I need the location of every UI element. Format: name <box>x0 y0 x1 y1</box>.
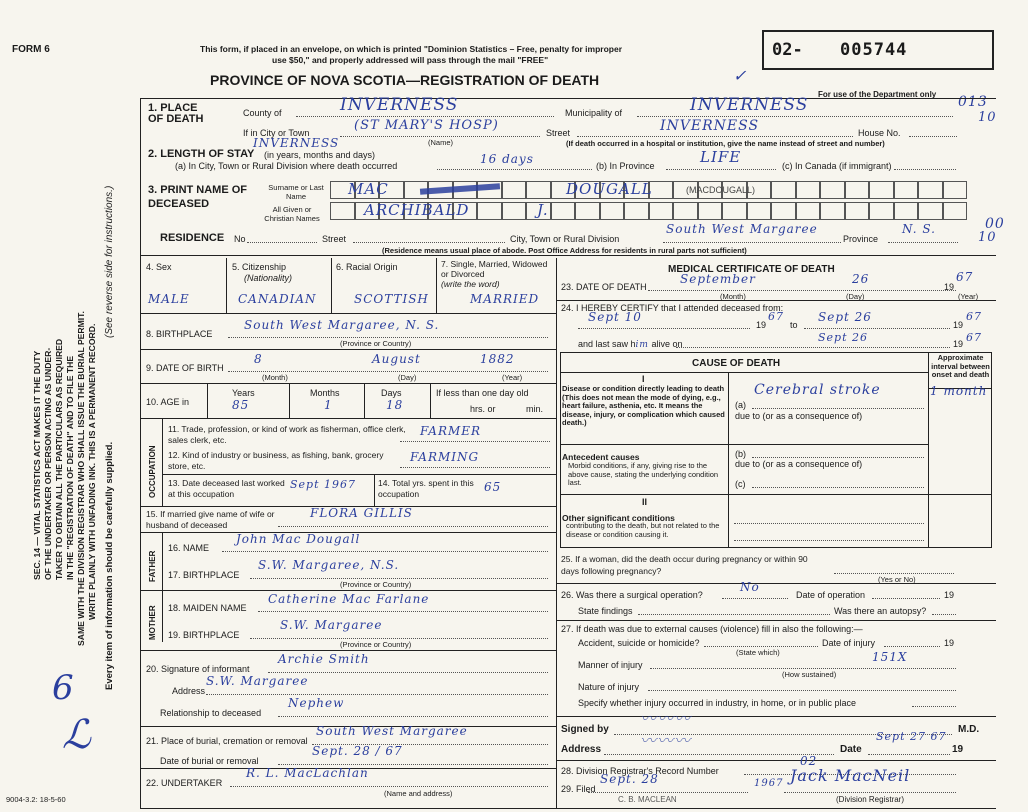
cause-of-death-title: CAUSE OF DEATH <box>692 358 781 369</box>
stay-c-line <box>894 169 956 170</box>
department-code-3: 00 <box>985 216 1005 232</box>
total-years-question: 14. Total yrs. spent in this occupation <box>378 478 474 499</box>
burial-date-label: Date of burial or removal <box>160 756 259 766</box>
margin-scribble: ℒ <box>62 712 92 758</box>
stay-a-line <box>437 169 592 170</box>
disease-label: Disease or condition directly leading to death (This does not mean the mode of dying, e.g., heart failure, asthenia, etc. It means the disease, injury, or complication which caused death.) <box>562 384 725 428</box>
manner-label: Manner of injury <box>578 660 643 670</box>
signed-date-label: Date <box>840 744 862 755</box>
surname-alternate: (MACDOUGALL) <box>686 185 756 195</box>
informant-label: 20. Signature of informant <box>146 664 250 674</box>
state-findings-label: State findings <box>578 606 633 616</box>
external-causes-question: 27. If death was due to external causes (violence) fill in also the following:— <box>561 624 863 634</box>
hours-label: hrs. or <box>470 404 496 414</box>
interval-a-value: 1 month <box>930 384 988 398</box>
attended-from-year: 67 <box>768 310 784 323</box>
citizenship-sub: (Nationality) <box>244 273 293 283</box>
name-grid-cell <box>918 202 943 220</box>
attended-to-line <box>804 328 950 329</box>
stay-b-value: LIFE <box>700 148 742 166</box>
surname-value-1: MAC <box>348 180 389 198</box>
informant-address-value: S.W. Margaree <box>206 674 309 688</box>
accident-line <box>704 646 818 647</box>
name-grid-cell <box>502 202 527 220</box>
cause-c-line <box>752 487 924 488</box>
operation-date-line <box>872 598 940 599</box>
father-birthplace-value: S.W. Margaree, N.S. <box>258 558 400 572</box>
cause-b-line <box>752 457 924 458</box>
length-of-stay-label: 2. LENGTH OF STAY <box>148 148 255 160</box>
md-label: M.D. <box>958 724 980 735</box>
age-days-value: 18 <box>386 398 404 412</box>
name-grid-cell <box>869 181 894 199</box>
name-grid-cell <box>918 181 943 199</box>
dob-line <box>228 371 548 372</box>
residence-label: RESIDENCE <box>160 232 225 244</box>
department-use-label: For use of the Department only <box>818 90 937 99</box>
mother-name-line <box>258 611 548 612</box>
other-line-2 <box>734 540 924 541</box>
birthplace-label: 8. BIRTHPLACE <box>146 329 213 339</box>
death-day-value: 26 <box>852 272 870 286</box>
industry-value: FARMING <box>410 450 480 464</box>
every-item-note: Every item of information should be carefully supplied. <box>104 441 115 690</box>
street-line <box>577 136 853 137</box>
filed-year-value: 1967 <box>754 778 784 789</box>
name-grid-cell <box>771 202 796 220</box>
registration-prefix: 02- <box>772 40 803 60</box>
relationship-value: Nephew <box>288 696 345 710</box>
name-grid-cell <box>820 181 845 199</box>
name-grid-cell <box>575 202 600 220</box>
mother-birthplace-label: 19. BIRTHPLACE <box>168 630 240 640</box>
pregnancy-line <box>834 573 954 574</box>
undertaker-value: R. L. MacLachlan <box>246 766 369 780</box>
attended-to-value: Sept 26 <box>818 310 872 324</box>
print-name-label: 3. PRINT NAME OF DECEASED <box>148 184 248 210</box>
date-of-death-line <box>648 290 956 291</box>
signed-year-prefix: 19 <box>952 744 964 755</box>
death-month-value: September <box>680 272 756 286</box>
specify-label: Specify whether injury occurred in industry, in home, or in public place <box>578 698 856 708</box>
sex-label: 4. Sex <box>146 262 172 272</box>
nature-line <box>648 690 956 691</box>
date-of-death-label: 23. DATE OF DEATH <box>561 282 647 292</box>
margin-handwritten-mark: 6 <box>52 668 75 708</box>
name-grid-cell <box>845 181 870 199</box>
manner-line <box>650 668 956 669</box>
residence-street-line <box>353 242 505 243</box>
hospital-value: (ST MARY'S HOSP) <box>354 118 499 133</box>
trade-value: FARMER <box>420 424 482 438</box>
trade-line <box>400 441 550 442</box>
racial-value: SCOTTISH <box>354 292 429 306</box>
stay-a-value: 16 days <box>480 152 534 166</box>
stay-b-line <box>666 169 776 170</box>
name-grid-cell <box>869 202 894 220</box>
residence-city-label: City, Town or Rural Division <box>510 234 620 244</box>
municipality-value: INVERNESS <box>690 95 809 115</box>
burial-place-label: 21. Place of burial, cremation or removal <box>146 736 308 746</box>
age-years-label: Years <box>232 388 255 398</box>
registration-number: 005744 <box>840 40 908 60</box>
department-code-2: 10 <box>978 110 997 125</box>
age-months-label: Months <box>310 388 340 398</box>
filed-label: 29. Filed <box>561 784 596 794</box>
name-sub-label: (Name) <box>428 138 454 147</box>
age-months-value: 1 <box>324 398 333 412</box>
residence-city-line <box>663 242 841 243</box>
other-conditions-label: Other significant conditions <box>562 513 675 523</box>
attended-to-year-prefix: 19 <box>953 320 964 330</box>
burial-place-value: South West Margaree <box>316 724 468 738</box>
birthplace-value: South West Margaree, N. S. <box>244 318 440 332</box>
injury-date-label: Date of injury <box>822 638 876 648</box>
cause-a-line <box>752 408 924 409</box>
antecedent-sub: Morbid conditions, if any, giving rise to the above cause, stating the underlying condition last. <box>568 461 719 487</box>
nature-label: Nature of injury <box>578 682 640 692</box>
burial-date-value: Sept. 28 / 67 <box>312 744 403 758</box>
name-grid-cell <box>796 202 821 220</box>
signed-by-label: Signed by <box>561 724 609 735</box>
record-number-label: 28. Division Registrar's Record Number <box>561 766 719 776</box>
father-birthplace-line <box>250 578 548 579</box>
father-name-label: 16. NAME <box>168 543 210 553</box>
alive-year: 67 <box>966 331 982 344</box>
death-year-sub: (Year) <box>958 292 979 301</box>
father-birthplace-label: 17. BIRTHPLACE <box>168 570 240 580</box>
injury-year-prefix: 19 <box>944 638 955 648</box>
racial-label: 6. Racial Origin <box>336 262 398 272</box>
antecedent-label: Antecedent causes <box>562 452 640 462</box>
other-conditions-sub: contributing to the death, but not related to the disease or condition causing it. <box>566 521 720 539</box>
given-names-label: All Given or Christian Names <box>264 205 320 223</box>
spouse-line <box>278 526 548 527</box>
relationship-label: Relationship to deceased <box>160 708 262 718</box>
attended-label: 24. I HEREBY CERTIFY that I attended deceased from: <box>561 303 784 313</box>
alive-on-line <box>676 347 950 348</box>
state-findings-line <box>638 614 830 615</box>
see-reverse-note: (See reverse side for instructions.) <box>104 185 115 338</box>
interval-label: Approximate interval between onset and death <box>931 353 990 379</box>
name-grid-cell <box>600 202 625 220</box>
age-label: 10. AGE in <box>146 397 190 407</box>
death-day-sub: (Day) <box>846 292 865 301</box>
age-years-value: 85 <box>232 398 250 412</box>
name-grid-cell <box>673 202 698 220</box>
municipality-line <box>637 116 953 117</box>
undertaker-label: 22. UNDERTAKER <box>146 778 223 788</box>
mother-name-value: Catherine Mac Farlane <box>268 592 430 606</box>
autopsy-label: Was there an autopsy? <box>834 606 927 616</box>
part-one-label: I <box>642 374 645 384</box>
cause-a-marker: (a) <box>735 400 746 410</box>
name-grid-cell <box>649 202 674 220</box>
occupation-side-label: OCCUPATION <box>148 445 157 498</box>
house-no-label: House No. <box>858 128 901 138</box>
street-label: Street <box>546 128 571 138</box>
spouse-question: 15. If married give name of wife or husband of deceased <box>146 509 275 530</box>
father-birthplace-sub: (Province or Country) <box>340 580 412 589</box>
side-text-line-1: SEC. 14 — VITAL STATISTICS ACT MAKES IT THE DUTY <box>32 350 42 580</box>
given-value-1: ARCHIBALD <box>364 201 470 219</box>
residence-note: (Residence means usual place of abode. Post Office Address for residents in rural parts not sufficient) <box>382 246 747 255</box>
residence-province-line <box>888 242 958 243</box>
dob-month-sub: (Month) <box>262 373 288 382</box>
cause-c-marker: (c) <box>735 479 746 489</box>
name-grid-cell <box>698 202 723 220</box>
mother-birthplace-value: S.W. Margaree <box>280 618 383 632</box>
how-sustained-sub: (How sustained) <box>782 670 837 679</box>
part-two-label: II <box>642 497 648 507</box>
physician-address-label: Address <box>561 744 602 755</box>
marital-label: 7. Single, Married, Widowed or Divorced (write the word) <box>441 259 548 289</box>
name-grid-cell <box>526 181 551 199</box>
mail-note-1: This form, if placed in an envelope, on which is printed "Dominion Statistics – Free, penalty for improper <box>200 44 623 54</box>
side-text-line-3: TAKER TO OBTAIN ALL THE PARTICULARS AS REQUIRED <box>54 338 64 580</box>
filed-line <box>588 792 748 793</box>
due-to-label-2: due to (or as a consequence of) <box>735 459 863 469</box>
informant-line <box>268 672 548 673</box>
dob-day-sub: (Day) <box>398 373 417 382</box>
name-grid-cell <box>624 202 649 220</box>
form-number: FORM 6 <box>12 44 50 55</box>
mother-name-label: 18. MAIDEN NAME <box>168 603 247 613</box>
name-grid-cell <box>722 202 747 220</box>
informant-address-line <box>206 694 548 695</box>
other-line-1 <box>734 523 924 524</box>
side-text-line-6: WRITE PLAINLY WITH UNFADING INK. THIS IS A PERMANENT RECORD. <box>87 323 97 620</box>
given-value-2: J. <box>537 201 549 219</box>
death-year-value: 67 <box>956 270 974 284</box>
undertaker-sub: (Name and address) <box>384 789 453 798</box>
surgery-question: 26. Was there a surgical operation? <box>561 590 703 600</box>
total-years-value: 65 <box>484 480 502 494</box>
side-text-line-4: IN THE "REGISTRATION OF DEATH" AND TO FILE THE <box>65 355 75 580</box>
name-grid-cell <box>943 181 968 199</box>
trade-question: 11. Trade, profession, or kind of work as fisherman, office clerk, sales clerk, etc. <box>168 424 406 445</box>
marital-value: MARRIED <box>470 292 540 306</box>
residence-street-label: Street <box>322 234 347 244</box>
stay-b-label: (b) In Province <box>596 161 655 171</box>
last-worked-value: Sept 1967 <box>290 478 356 491</box>
last-worked-question: 13. Date deceased last worked at this occupation <box>168 478 285 499</box>
side-text-line-5: SAME WITH THE DIVISION REGISTRAR WHO SHALL ISSUE THE BURIAL PERMIT. <box>76 311 86 646</box>
citizenship-label: 5. Citizenship <box>232 262 287 272</box>
department-code-1: 013 <box>958 94 988 110</box>
signed-date-value: Sept 27 67 <box>876 730 947 743</box>
name-grid-cell <box>771 181 796 199</box>
county-value: INVERNESS <box>340 95 459 115</box>
length-of-stay-sub: (in years, months and days) <box>264 150 376 160</box>
injury-date-line <box>884 646 940 647</box>
dob-year-value: 1882 <box>480 352 515 366</box>
accident-label: Accident, suicide or homicide? <box>578 638 700 648</box>
physician-address-value: 〰〰〰 <box>640 731 692 750</box>
state-which-sub: (State which) <box>736 648 780 657</box>
residence-city-value: South West Margaree <box>666 222 818 236</box>
dob-month-value: August <box>372 352 421 366</box>
residence-province-value: N. S. <box>902 222 936 236</box>
name-grid-cell <box>502 181 527 199</box>
filed-date-value: Sept. 28 <box>600 772 659 786</box>
dob-year-sub: (Year) <box>502 373 523 382</box>
last-saw-label: and last saw him alive on <box>578 339 683 350</box>
place-of-death-label: 1. PLACE OF DEATH <box>148 102 204 125</box>
house-no-line <box>909 136 957 137</box>
name-grid-cell <box>894 181 919 199</box>
attended-to-year: 67 <box>966 310 982 323</box>
hospital-note: (If death occurred in a hospital or institution, give the name instead of street and number) <box>566 139 885 148</box>
name-grid-cell <box>894 202 919 220</box>
cause-a-value: Cerebral stroke <box>754 382 881 398</box>
due-to-label-1: due to (or as a consequence of) <box>735 411 863 421</box>
operation-year-prefix: 19 <box>944 590 955 600</box>
father-name-line <box>222 551 548 552</box>
sex-value: MALE <box>148 292 190 306</box>
municipality-label: Municipality of <box>565 108 623 118</box>
mother-birthplace-line <box>250 638 548 639</box>
informant-signature: Archie Smith <box>278 652 370 666</box>
name-grid-cell <box>551 202 576 220</box>
operation-date-label: Date of operation <box>796 590 866 600</box>
surgery-line <box>722 598 788 599</box>
mail-note-2: use $50," and properly addressed will pass through the mail "FREE" <box>272 55 549 65</box>
name-grid-cell <box>330 202 355 220</box>
attended-from-value: Sept 10 <box>588 310 642 324</box>
stay-a-label: (a) In City, Town or Rural Division where death occurred <box>175 161 398 171</box>
autopsy-line <box>932 614 956 615</box>
residence-no-line <box>247 242 317 243</box>
cause-b-marker: (b) <box>735 449 746 459</box>
dob-day-value: 8 <box>254 352 263 366</box>
name-grid-cell <box>747 202 772 220</box>
registrar-signature: Jack MacNeil <box>790 766 911 785</box>
form-title: PROVINCE OF NOVA SCOTIA—REGISTRATION OF DEATH <box>210 72 600 88</box>
alive-year-prefix: 19 <box>953 339 964 349</box>
department-code-value: 151X <box>872 650 908 664</box>
alive-on-value: Sept 26 <box>818 331 869 344</box>
residence-province-label: Province <box>843 234 879 244</box>
signed-date-line <box>868 754 950 755</box>
name-grid-cell <box>796 181 821 199</box>
less-than-day-label: If less than one day old <box>436 388 529 398</box>
age-days-label: Days <box>381 388 402 398</box>
birthplace-line <box>228 337 548 338</box>
death-year-prefix: 19 <box>944 282 955 292</box>
mother-side-label: MOTHER <box>148 605 157 640</box>
pregnancy-question: 25. If a woman, did the death occur during pregnancy or within 90 days following pregnancy? <box>561 554 808 576</box>
surname-value-2: DOUGALL <box>566 180 653 198</box>
relationship-line <box>278 716 548 717</box>
citizenship-value: CANADIAN <box>238 292 317 306</box>
surgery-value: No <box>740 580 760 594</box>
name-grid-cell <box>943 202 968 220</box>
father-name-value: John Mac Dougall <box>236 532 361 546</box>
spouse-value: FLORA GILLIS <box>310 506 413 520</box>
stay-c-label: (c) In Canada (if immigrant) <box>782 161 892 171</box>
street-value: INVERNESS <box>660 118 760 134</box>
city-town-label: If in City or Town <box>243 128 310 138</box>
medical-certificate-title: MEDICAL CERTIFICATE OF DEATH <box>668 264 835 275</box>
name-grid-cell <box>845 202 870 220</box>
registrar-sub: (Division Registrar) <box>836 795 905 804</box>
informant-address-label: Address <box>172 686 206 696</box>
yes-no-sub: (Yes or No) <box>878 575 916 584</box>
department-code-4: 10 <box>978 230 997 245</box>
father-side-label: FATHER <box>148 550 157 582</box>
registrar-stamp: C. B. MACLEAN <box>618 795 677 804</box>
county-label: County of <box>243 108 282 118</box>
industry-line <box>400 467 550 468</box>
check-mark: ✓ <box>733 66 748 85</box>
industry-question: 12. Kind of industry or business, as fishing, bank, grocery store, etc. <box>168 450 384 471</box>
name-grid-cell <box>477 202 502 220</box>
minutes-label: min. <box>526 404 544 414</box>
attended-from-line <box>578 328 750 329</box>
physician-signature: 〰〰〰 <box>640 709 692 728</box>
side-text-line-2: OF THE UNDERTAKER OR PERSON ACTING AS UNDER- <box>43 347 53 580</box>
burial-date-line <box>278 764 548 765</box>
residence-no-label: No <box>234 234 246 244</box>
dob-label: 9. DATE OF BIRTH <box>146 363 224 373</box>
city-value: INVERNESS <box>253 136 340 150</box>
city-town-line <box>340 136 540 137</box>
county-line <box>296 116 554 117</box>
mother-birthplace-sub: (Province or Country) <box>340 640 412 649</box>
birthplace-sub: (Province or Country) <box>340 339 412 348</box>
death-month-sub: (Month) <box>720 292 746 301</box>
specify-line <box>912 706 956 707</box>
attended-to-label: to <box>790 320 798 330</box>
undertaker-line <box>230 786 548 787</box>
attended-from-year-prefix: 19 <box>756 320 767 330</box>
form-code: 9004-3.2: 18-5-60 <box>6 795 66 804</box>
surname-label: Surname or Last Name <box>268 183 324 201</box>
record-number-value: 02 <box>800 754 818 768</box>
registrar-line <box>784 792 956 793</box>
name-grid-cell <box>820 202 845 220</box>
